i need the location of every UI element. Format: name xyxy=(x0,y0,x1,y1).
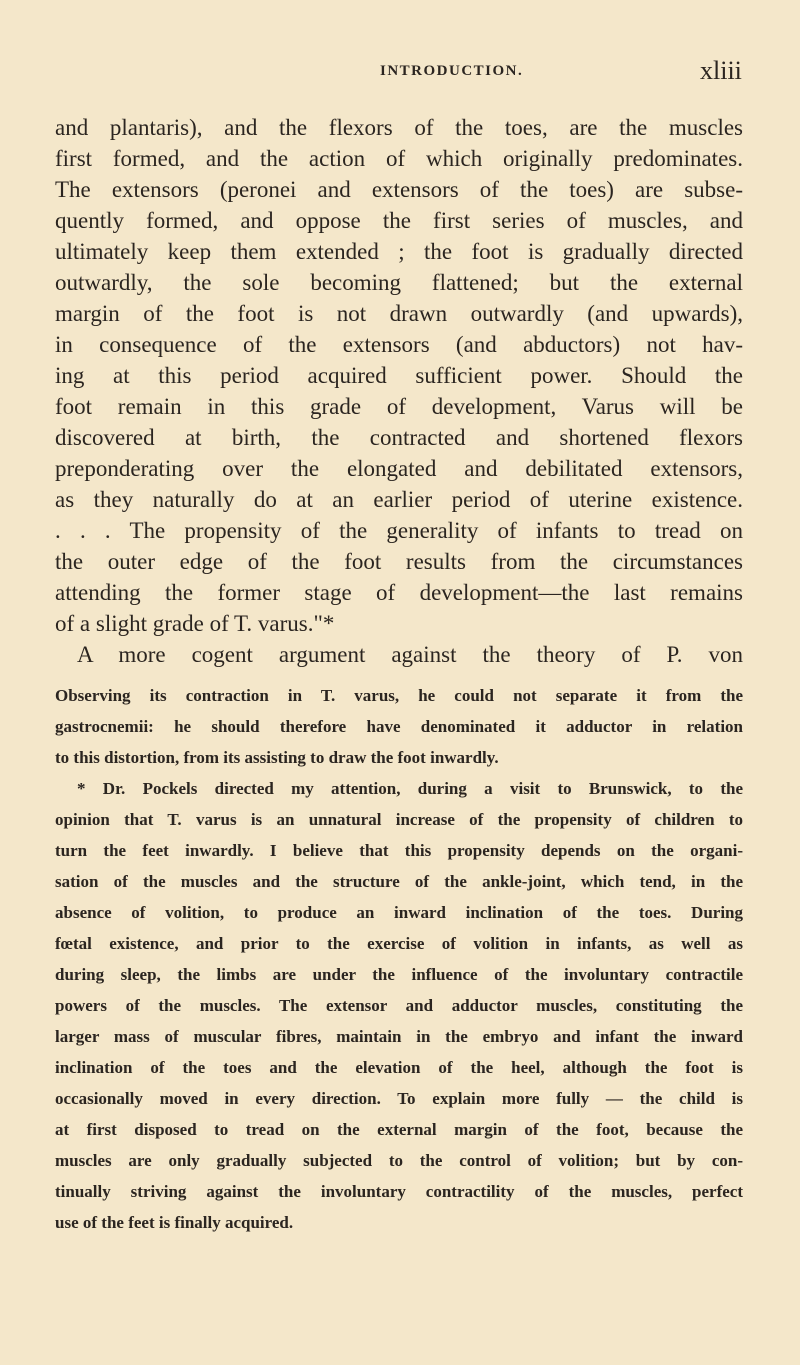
text-line: of a slight grade of T. varus."* xyxy=(55,611,335,636)
text-line: foot remain in this grade of development, Varus will be xyxy=(55,394,743,419)
small-line: opinion that T. varus is an unnatural increase of the propensity of children to xyxy=(55,810,743,829)
text-line: first formed, and the action of which originally predominates. xyxy=(55,146,743,171)
text-line: quently formed, and oppose the first series of muscles, and xyxy=(55,208,743,233)
text-line: preponderating over the elongated and debilitated extensors, xyxy=(55,456,743,481)
text-line: discovered at birth, the contracted and shortened flexors xyxy=(55,425,743,450)
small-line: Observing its contraction in T. varus, he could not separate it from the xyxy=(55,686,743,705)
text-line: outwardly, the sole becoming flattened; but the external xyxy=(55,270,743,295)
small-line: larger mass of muscular fibres, maintain in the embryo and infant the inward xyxy=(55,1027,743,1046)
text-line: and plantaris), and the flexors of the toes, are the muscles xyxy=(55,115,743,140)
footnote-start: * Dr. Pockels directed my attention, during a visit to Brunswick, to the xyxy=(77,779,743,798)
small-line: powers of the muscles. The extensor and adductor muscles, constituting the xyxy=(55,996,743,1015)
running-title: INTRODUCTION. xyxy=(380,63,524,79)
main-text xyxy=(55,112,743,670)
text-line: attending the former stage of development—the last remains xyxy=(55,580,743,605)
text-line: as they naturally do at an earlier period of uterine existence. xyxy=(55,487,743,512)
small-line: during sleep, the limbs are under the influence of the involuntary contractile xyxy=(55,965,743,984)
small-line: fœtal existence, and prior to the exercise of volition in infants, as well as xyxy=(55,934,743,953)
text-line: in consequence of the extensors (and abductors) not hav- xyxy=(55,332,743,357)
page-number: xliii xyxy=(700,56,742,85)
text-line: The extensors (peronei and extensors of the toes) are subse- xyxy=(55,177,743,202)
small-line: at first disposed to tread on the external margin of the foot, because the xyxy=(55,1120,743,1139)
small-line: muscles are only gradually subjected to the control of volition; but by con- xyxy=(55,1151,743,1170)
small-line: use of the feet is finally acquired. xyxy=(55,1213,294,1232)
small-line: gastrocnemii: he should therefore have denominated it adductor in relation xyxy=(55,717,743,736)
text-line: ing at this period acquired sufficient power. Should the xyxy=(55,363,743,388)
small-line: tinually striving against the involuntary contractility of the muscles, perfect xyxy=(55,1182,743,1201)
text-line: . . . The propensity of the generality of infants to tread on xyxy=(55,518,743,543)
small-print-text xyxy=(55,680,743,1238)
small-line: to this distortion, from its assisting to draw the foot inwardly. xyxy=(55,748,499,767)
small-line: sation of the muscles and the structure of the ankle-joint, which tend, in the xyxy=(55,872,743,891)
text-line: margin of the foot is not drawn outwardly (and upwards), xyxy=(55,301,743,326)
text-line: the outer edge of the foot results from the circumstances xyxy=(55,549,743,574)
small-line: occasionally moved in every direction. To explain more fully — the child is xyxy=(55,1089,743,1108)
small-line: turn the feet inwardly. I believe that this propensity depends on the organi- xyxy=(55,841,743,860)
small-line: absence of volition, to produce an inward inclination of the toes. During xyxy=(55,903,743,922)
text-line: A more cogent argument against the theory of P. von xyxy=(77,642,743,667)
small-line: inclination of the toes and the elevation of the heel, although the foot is xyxy=(55,1058,743,1077)
text-line: ultimately keep them extended ; the foot is gradually directed xyxy=(55,239,743,264)
page-header xyxy=(0,58,800,88)
